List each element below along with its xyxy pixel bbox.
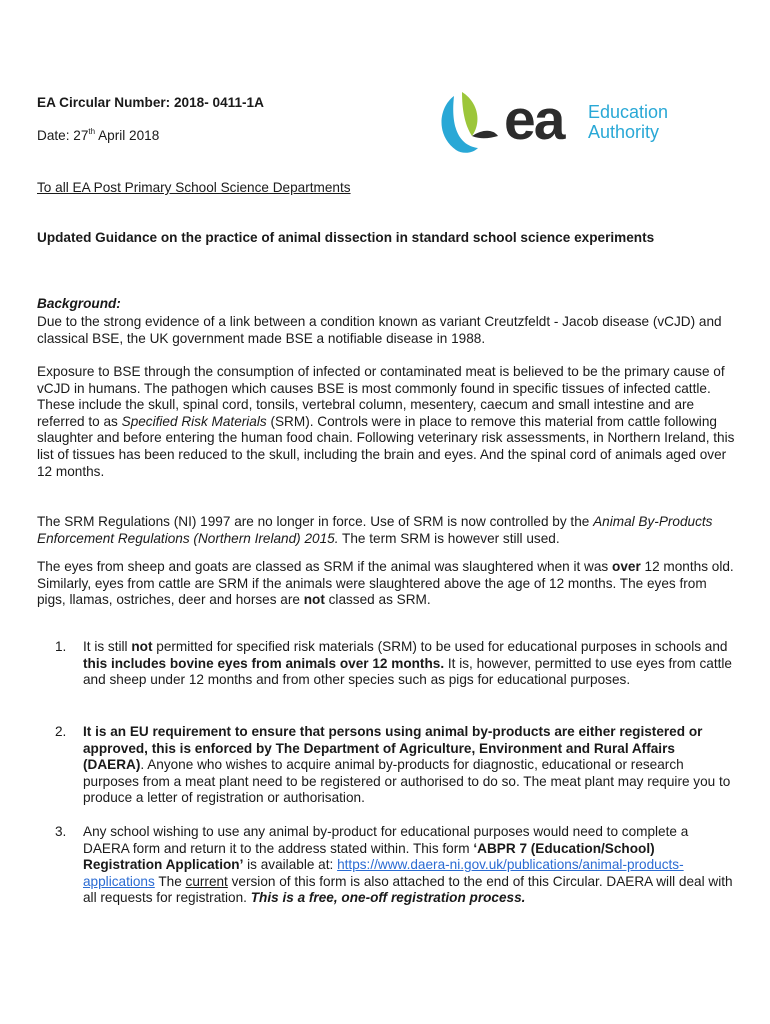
list-item-text: It is still not permitted for specified risk materials (SRM) to be used for educational purposes in schools and this includes bovine eyes from animals over 12 months. It is, however, permitted to use eyes from cattle and sheep under 12 months and from other species such as pigs for educational purposes. [83, 639, 732, 688]
document-title: Updated Guidance on the practice of animal dissection in standard school science experiments [37, 230, 655, 245]
background-paragraph-3: The SRM Regulations (NI) 1997 are no longer in force. Use of SRM is now controlled by the Animal By-Products Enforcement Regulations (Northern Ireland) 2015. The term SRM is however still used. [37, 514, 713, 546]
logo-text-education: Education [588, 102, 669, 122]
logo-ea-mark: ea [504, 88, 564, 152]
logo-text-authority: Authority [588, 122, 660, 142]
list-item-text: Any school wishing to use any animal by-product for educational purposes would need to complete a DAERA form and return it to the address stated within. This form ‘ABPR 7 (Education/School) Registration Application’ is available at: https://www.daera-ni.gov.uk/publications/animal-products-applications The current version of this form is also attached to the end of this Circular. DAERA will deal with all requests for registration. This is a free, one-off registration process. [83, 824, 733, 906]
background-paragraph-2: Exposure to BSE through the consumption of infected or contaminated meat is believed to be the primary cause of vCJD in humans. The pathogen which causes BSE is most commonly found in specific tissues of infected cattle. These include the skull, spinal cord, tonsils, vertebral column, mesentery, caecum and small intestine and are referred to as Specified Risk Materials (SRM). Controls were in place to remove this material from cattle following slaughter and before entering the human food chain. Following veterinary risk assessments, in Northern Ireland, this list of tissues has been reduced to the skull, including the brain and eyes. And the spinal cord of animals aged over 12 months. [37, 364, 735, 479]
recipients-line: To all EA Post Primary School Science Departments [37, 180, 351, 195]
background-heading: Background: [37, 296, 121, 311]
background-paragraph-4: The eyes from sheep and goats are classed as SRM if the animal was slaughtered when it was over 12 months old. Similarly, eyes from cattle are SRM if the animals were slaughtered above the age of 12 months. The eyes from pigs, llamas, ostriches, deer and horses are not classed as SRM. [37, 559, 734, 608]
daera-form-link[interactable]: https://www.daera-ni.gov.uk/publications/animal-products-applications [83, 857, 684, 889]
list-item-text: It is an EU requirement to ensure that persons using animal by-products are either registered or approved, this is enforced by The Department of Agriculture, Environment and Rural Affairs (DAERA). Anyone who wishes to acquire animal by-products for diagnostic, educational or research purposes from a meat plant need to be registered or authorised to do so. The meat plant may require you to produce a letter of registration or authorisation. [83, 724, 731, 806]
list-number: 2. [55, 724, 67, 739]
circular-date: Date: 27th April 2018 [37, 127, 160, 143]
list-number: 3. [55, 824, 67, 839]
list-number: 1. [55, 639, 67, 654]
background-paragraph-1: Due to the strong evidence of a link between a condition known as variant Creutzfeldt - Jacob disease (vCJD) and classical BSE, the UK government made BSE a notifiable disease in 1988. [37, 314, 722, 346]
circular-number: EA Circular Number: 2018- 0411-1A [37, 95, 264, 110]
